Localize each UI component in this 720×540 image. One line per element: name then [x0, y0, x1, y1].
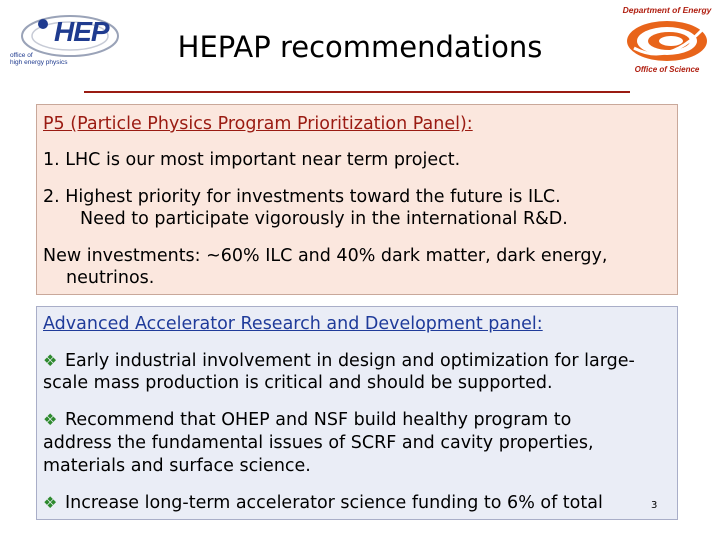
title-underline — [84, 91, 630, 93]
p5-item-2-line1: 2. Highest priority for investments toward the future is ILC. — [43, 187, 561, 207]
diamond-bullet-icon: ❖ — [43, 493, 58, 512]
page-number: 3 — [651, 500, 658, 511]
page-title: HEPAP recommendations — [177, 30, 543, 64]
doe-logo-icon — [624, 18, 710, 64]
hep-mark: HEP — [54, 16, 109, 47]
p5-note-line1: New investments: ~60% ILC and 40% dark matter, dark energy, — [43, 246, 608, 266]
p5-item-2-line2: Need to participate vigorously in the international R&D. — [80, 209, 568, 229]
p5-item-1: 1. LHC is our most important near term project. — [43, 150, 461, 170]
aard-bullet-3-line1: ❖ Increase long-term accelerator science funding to 6% of total — [43, 493, 603, 513]
office-of-science-label: Office of Science — [634, 65, 700, 74]
aard-bullet-1-line2: scale mass production is critical and should be supported. — [43, 373, 553, 393]
diamond-bullet-icon: ❖ — [43, 351, 58, 370]
doe-label: Department of Energy — [622, 5, 712, 15]
hep-caption: office of high energy physics — [10, 52, 68, 66]
aard-bullet-2-line2: address the fundamental issues of SCRF and cavity properties, — [43, 433, 594, 453]
aard-bullet-2-line1: ❖ Recommend that OHEP and NSF build healthy program to — [43, 410, 572, 430]
diamond-bullet-icon: ❖ — [43, 410, 58, 429]
aard-heading: Advanced Accelerator Research and Development panel: — [43, 314, 543, 334]
p5-heading: P5 (Particle Physics Program Prioritization Panel): — [43, 114, 473, 134]
aard-bullet-1-line1: ❖ Early industrial involvement in design and optimization for large- — [43, 351, 635, 371]
p5-note-line2: neutrinos. — [66, 268, 155, 288]
aard-bullet-2-line3: materials and surface science. — [43, 456, 311, 476]
